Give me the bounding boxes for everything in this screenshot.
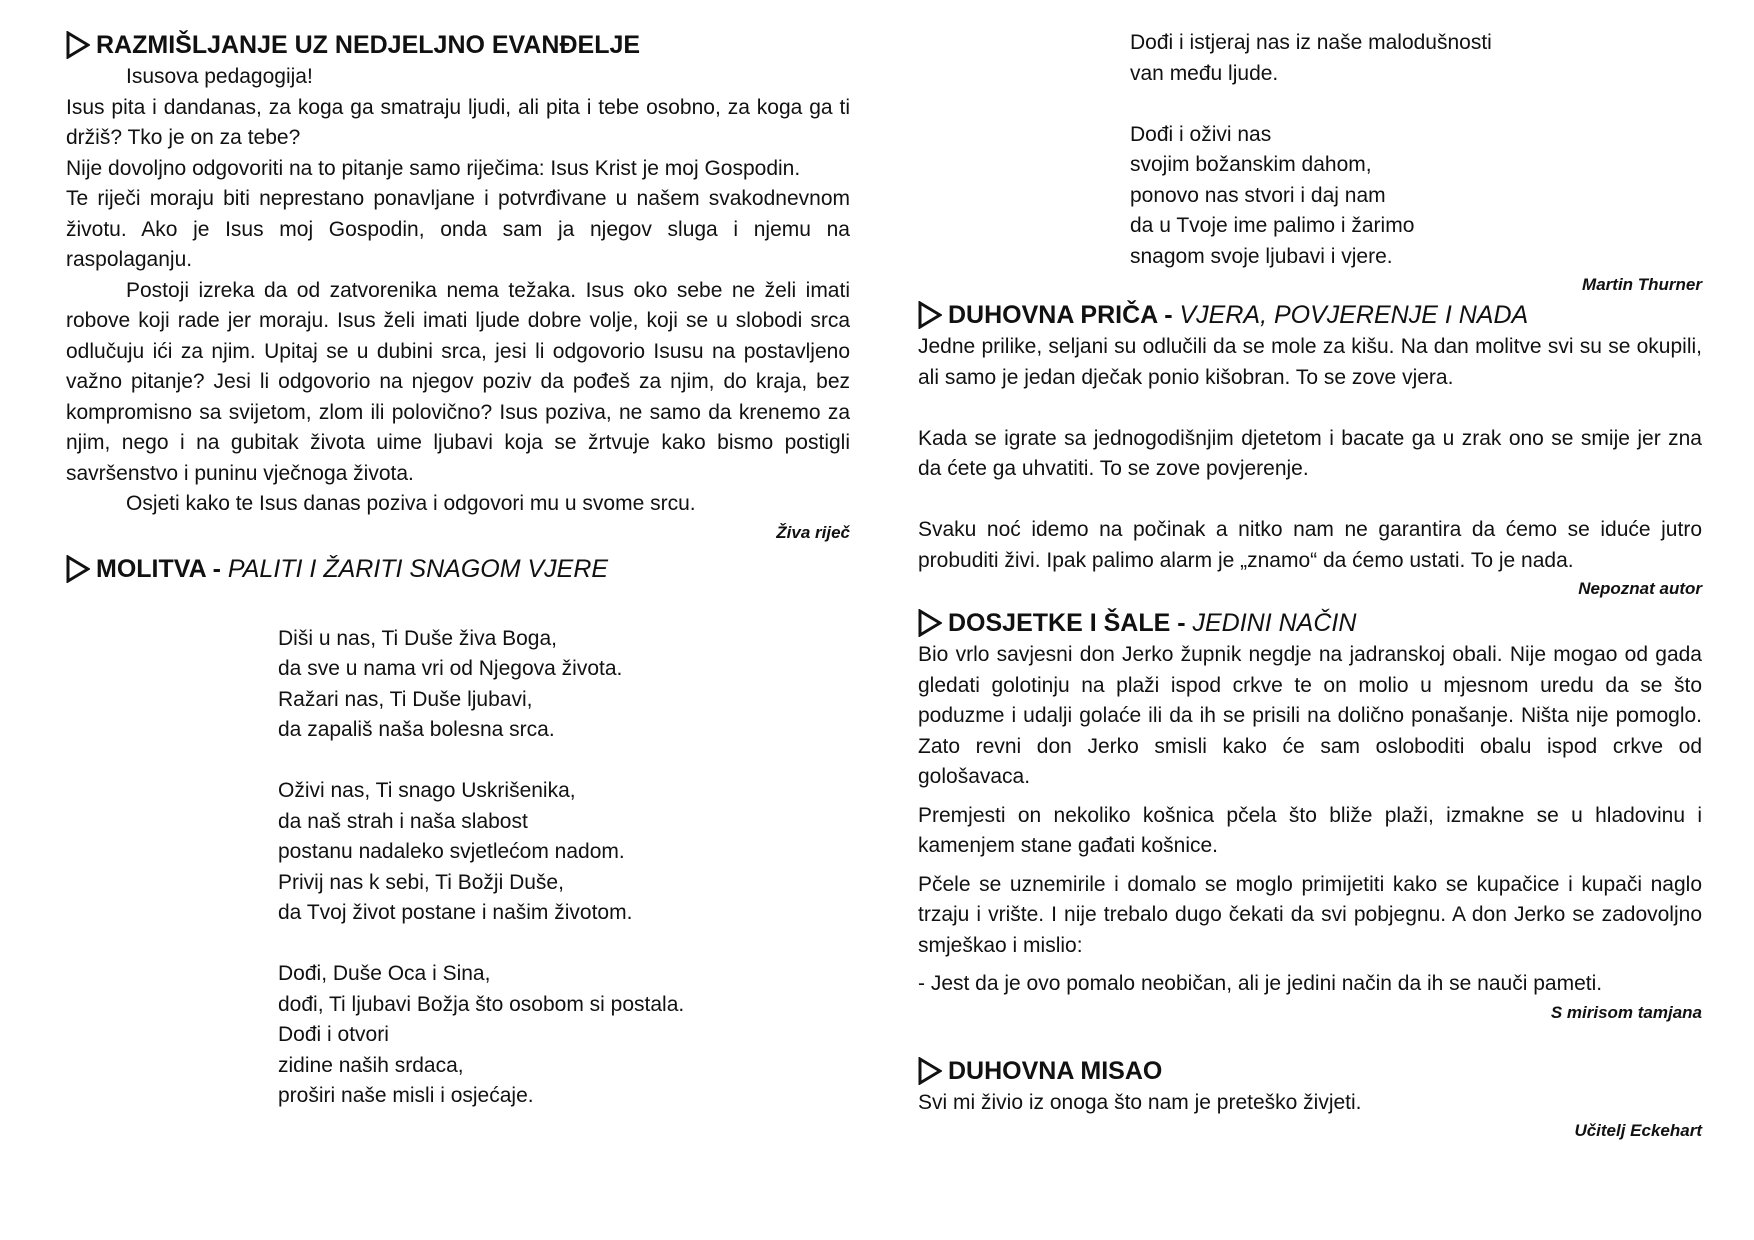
reflection-paragraph: Isusova pedagogija! [126, 65, 313, 88]
triangle-bullet-icon [66, 31, 90, 59]
poem-line: Dođi i oživi nas [1130, 122, 1272, 146]
prayer-poem-continued [1130, 28, 1702, 272]
poem-line: da Tvoj život postane i našim životom. [278, 901, 633, 924]
story-paragraph: Kada se igrate sa jednogodišnjim djetetom i bacate ga u zrak ono se smije jer zna da ćete ga uhvatiti. To se zove povjerenje. [918, 426, 1702, 480]
thought-heading [918, 1054, 1702, 1088]
right-column [918, 28, 1702, 1144]
reflection-paragraph: Nije dovoljno odgovoriti na to pitanje samo riječima: Isus Krist je moj Gospodin. [66, 156, 801, 180]
poem-line: proširi naše misli i osjećaje. [278, 1084, 534, 1107]
poem-line: postanu nadaleko svjetlećom nadom. [278, 840, 625, 863]
poem-line: Oživi nas, Ti snago Uskrišenika, [278, 779, 576, 802]
left-column [66, 28, 850, 1112]
jokes-title: DOSJETKE I ŠALE - [948, 609, 1193, 637]
poem-line: snagom svoje ljubavi i vjere. [1130, 244, 1393, 268]
triangle-bullet-icon [918, 301, 942, 329]
poem-line [278, 929, 850, 960]
jokes-paragraph: Premjesti on nekoliko košnica pčela što bliže plaži, izmakne se u hladovinu i kamenjem stane gađati košnice. [918, 803, 1702, 857]
story-heading [918, 298, 1702, 332]
thought-title: DUHOVNA MISAO [948, 1056, 1163, 1085]
poem-line: Dođi i otvori [278, 1023, 389, 1046]
story-paragraph: Jedne prilike, seljani su odlučili da se mole za kišu. Na dan molitve svi su se okupili, ali samo je jedan dječak ponio kišobran. To se zove vjera. [918, 335, 1702, 389]
prayer-poem [278, 624, 850, 1112]
story-subtitle: VJERA, POVJERENJE I NADA [1179, 301, 1529, 329]
poem-line: ponovo nas stvori i daj nam [1130, 183, 1386, 207]
reflection-heading [66, 28, 850, 62]
poem-line: da u Tvoje ime palimo i žarimo [1130, 214, 1415, 237]
poem-line: van među ljude. [1130, 61, 1279, 85]
jokes-paragraph: Pčele se uznemirile i domalo se moglo primijetiti kako se kupačice i kupači naglo trzaju i vrište. I nije trebalo dugo čekati da svi pobjegnu. A don Jerko se zadovoljno smješkao i mislio: [918, 872, 1702, 957]
poem-line [1130, 89, 1702, 120]
poem-line: Ražari nas, Ti Duše ljubavi, [278, 687, 533, 711]
poem-line: Diši u nas, Ti Duše živa Boga, [278, 626, 557, 650]
reflection-paragraph: Osjeti kako te Isus danas poziva i odgovori mu u svome srcu. [126, 492, 696, 515]
reflection-paragraph: Postoji izreka da od zatvorenika nema težaka. Isus oko sebe ne želi imati robove koji rade jer moraju. Isus želi imati ljude dobre volje, koji se u slobodi srca odlučuju ići za njim. Upitaj se u dubini srca, jesi li odgovorio Isusu na postavljeno važno pitanje? Jesi li odgovorio na njegov poziv da pođeš za njim, do kraja, bez kompromisno sa svijetom, zlom ili polovično? Isus poziva, ne samo da krenemo za njim, nego i na gubitak života uime ljubavi koja se žrtvuje kako bismo postigli savršenstvo i puninu vječnoga života. [66, 278, 850, 485]
poem-line: da zapališ naša bolesna srca. [278, 718, 555, 741]
poem-line: Privij nas k sebi, Ti Božji Duše, [278, 870, 564, 894]
reflection-paragraph: Isus pita i dandanas, za koga ga smatraju ljudi, ali pita i tebe osobno, za koga ga ti držiš? Tko je on za tebe? [66, 95, 850, 149]
jokes-paragraph: - Jest da je ovo pomalo neobičan, ali je jedini način da ih se nauči pameti. [918, 972, 1603, 995]
thought-paragraph: Svi mi živio iz onoga što nam je preteško živjeti. [918, 1090, 1362, 1114]
prayer-subtitle: PALITI I ŽARITI SNAGOM VJERE [227, 554, 609, 583]
poem-line: Dođi i istjeraj nas iz naše malodušnosti [1130, 31, 1492, 54]
reflection-source: Živa riječ [776, 522, 850, 542]
poem-line [278, 746, 850, 777]
triangle-bullet-icon [918, 609, 942, 637]
story-paragraph: Svaku noć idemo na počinak a nitko nam ne garantira da ćemo se iduće jutro probuditi živi. Ipak palimo alarm je „znamo“ da ćemo ustati. To je nada. [918, 518, 1702, 572]
jokes-paragraph: Bio vrlo savjesni don Jerko župnik negdje na jadranskoj obali. Nije mogao od gada gledati golotinju na plaži ispod crkve te on molio u mjesnom uredu da se što poduzme i udalji golaće ili da ih se prisili na dolično ponašanje. Ništa nije pomoglo. Zato revni don Jerko smisli kako će sam osloboditi obalu ispod crkve od gološavaca. [918, 643, 1702, 788]
jokes-subtitle: JEDINI NAČIN [1192, 609, 1357, 637]
triangle-bullet-icon [66, 555, 90, 583]
poem-line: da sve u nama vri od Njegova života. [278, 657, 623, 680]
prayer-heading [66, 552, 850, 586]
poem-line: Dođi, Duše Oca i Sina, [278, 962, 491, 985]
jokes-heading [918, 606, 1702, 640]
prayer-source: Martin Thurner [1582, 275, 1702, 294]
prayer-title: MOLITVA - [96, 554, 228, 583]
thought-source: Učitelj Eckehart [1574, 1121, 1702, 1140]
poem-line: da naš strah i naša slabost [278, 809, 528, 833]
poem-line: zidine naših srdaca, [278, 1053, 464, 1077]
jokes-source: S mirisom tamjana [1550, 1002, 1702, 1022]
triangle-bullet-icon [918, 1057, 942, 1085]
story-source: Nepoznat autor [1578, 579, 1702, 598]
reflection-title: RAZMIŠLJANJE UZ NEDJELJNO EVANĐELJE [96, 31, 641, 59]
reflection-paragraph: Te riječi moraju biti neprestano ponavljane i potvrđivane u našem svakodnevnom životu. Ako je Isus moj Gospodin, onda sam ja njegov sluga i njemu na raspolaganju. [66, 187, 850, 271]
poem-line: dođi, Ti ljubavi Božja što osobom si postala. [278, 992, 685, 1016]
poem-line: svojim božanskim dahom, [1130, 153, 1372, 176]
story-title: DUHOVNA PRIČA - [948, 301, 1180, 329]
